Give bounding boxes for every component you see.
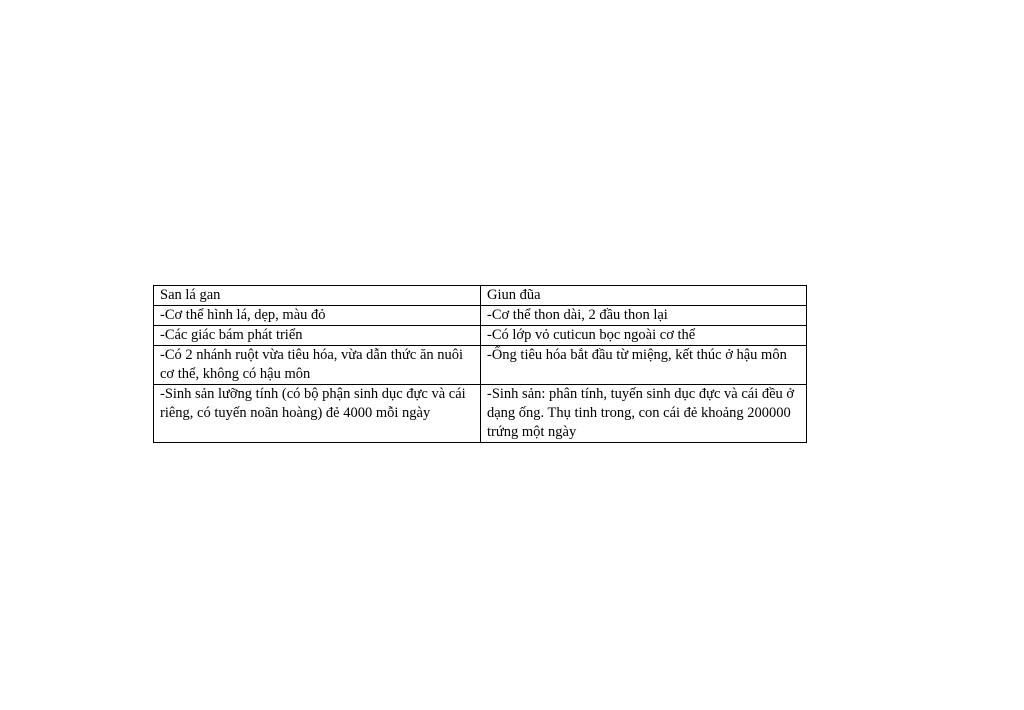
table-row [154,346,807,385]
table-cell: -Ống tiêu hóa bắt đầu từ miệng, kết thúc ở hậu môn [481,346,807,385]
table-header-row [154,286,807,306]
header-cell-giun-dua: Giun đũa [481,286,807,306]
table-cell: -Các giác bám phát triển [154,326,481,346]
header-cell-san-la-gan: San lá gan [154,286,481,306]
table-cell: -Sinh sản lưỡng tính (có bộ phận sinh dục đực và cái riêng, có tuyến noãn hoàng) đẻ 4000 mỗi ngày [154,385,481,443]
table-cell: -Có 2 nhánh ruột vừa tiêu hóa, vừa dẫn thức ăn nuôi cơ thể, không có hậu môn [154,346,481,385]
table-cell: -Có lớp vỏ cuticun bọc ngoài cơ thể [481,326,807,346]
table-row [154,306,807,326]
table-cell: -Sinh sản: phân tính, tuyến sinh dục đực và cái đều ở dạng ống. Thụ tinh trong, con cái đẻ khoảng 200000 trứng một ngày [481,385,807,443]
table-row [154,385,807,443]
table-cell: -Cơ thể thon dài, 2 đầu thon lại [481,306,807,326]
comparison-table [153,285,807,443]
table-row [154,326,807,346]
table-cell: -Cơ thể hình lá, dẹp, màu đỏ [154,306,481,326]
